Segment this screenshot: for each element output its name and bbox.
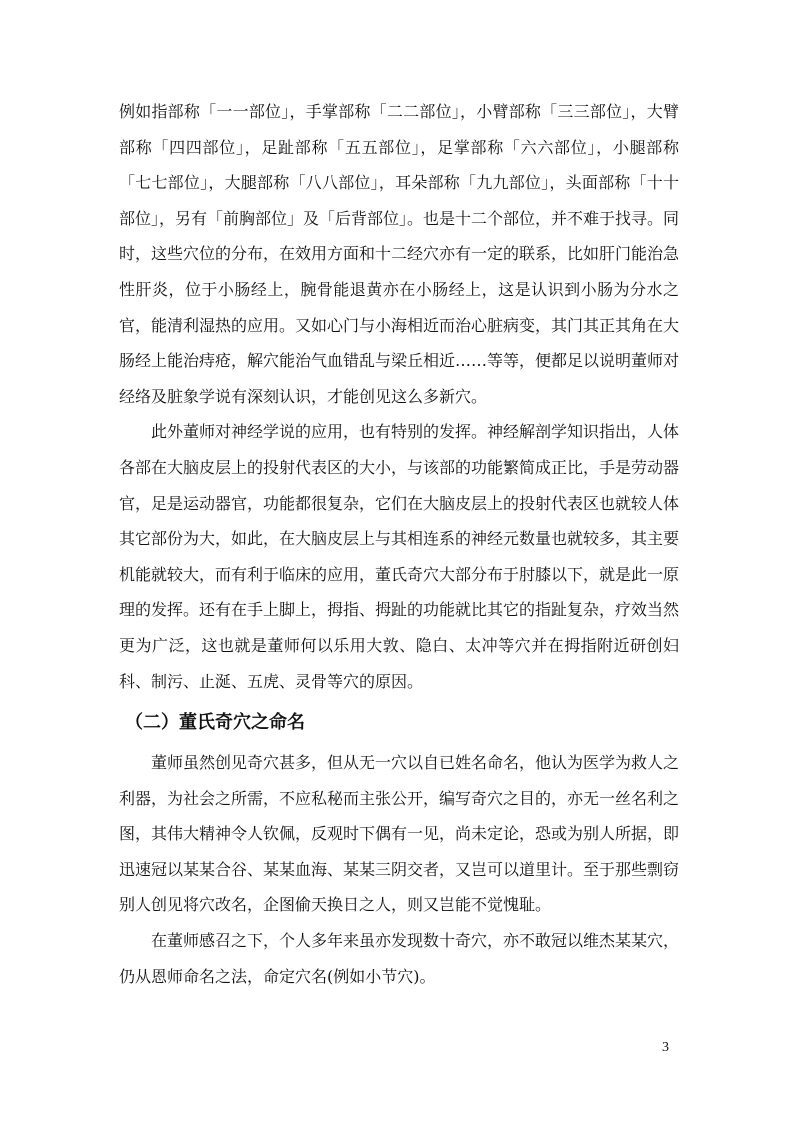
paragraph-neurology: 此外董师对神经学说的应用，也有特别的发挥。神经解剖学知识指出，人体各部在大脑皮层上的投射代表区的大小，与该部的功能繁简成正比，手是劳动器官，足是运动器官，功能都很复杂，它们在大脑皮层上的投射代表区也就较人体其它部份为大，如此，在大脑皮层上与其相连系的神经元数量也就较多，其主要机能就较大，而有利于临床的应用，董氏奇穴大部分布于肘膝以下，就是此一原理的发挥。还有在手上脚上，拇指、拇趾的功能就比其它的指趾复杂，疗效当然更为广泛，这也就是董师何以乐用大敦、隐白、太冲等穴并在拇指附近研创妇科、制污、止涎、五虎、灵骨等穴的原因。 [119,422,680,691]
page-number: 3 [662,1040,669,1055]
page-content [119,94,679,994]
paragraph-continued: 例如指部称「一一部位」，手掌部称「二二部位」，小臂部称「三三部位」，大臂部称「四四部位」，足趾部称「五五部位」，足掌部称「六六部位」，小腿部称「七七部位」，大腿部称「八八部位」，耳朵部称「九九部位」，头面部称「十十部位」，另有「前胸部位」及「后背部位」。也是十二个部位，并不难于找寻。同时，这些穴位的分布，在效用方面和十二经穴亦有一定的联系，比如肝门能治急性肝炎，位于小肠经上，腕骨能退黄亦在小肠经上，这是认识到小肠为分水之官，能清利湿热的应用。又如心门与小海相近而治心脏病变，其门其正其角在大肠经上能治痔疮，解穴能治气血错乱与梁丘相近……等等，便都足以说明董师对经络及脏象学说有深刻认识，才能创见这么多新穴。 [119,102,680,406]
paragraph-naming: 董师虽然创见奇穴甚多，但从无一穴以自已姓名命名，他认为医学为救人之利器，为社会之所需，不应私秘而主张公开，编写奇穴之目的，亦无一丝名利之图，其伟大精神令人钦佩，反观时下偶有一见，尚未定论，恐或为别人所据，即迅速冠以某某合谷、某某血海、某某三阴交者，又岂可以道里计。至于那些剽窃别人创见将穴改名，企图偷天换日之人，则又岂能不觉愧耻。 [119,753,680,915]
section-heading: （二）董氏奇穴之命名 [125,712,305,734]
paragraph-personal: 在董师感召之下，个人多年来虽亦发现数十奇穴，亦不敢冠以维杰某某穴，仍从恩师命名之法，命定穴名(例如小节穴)。 [119,931,680,986]
